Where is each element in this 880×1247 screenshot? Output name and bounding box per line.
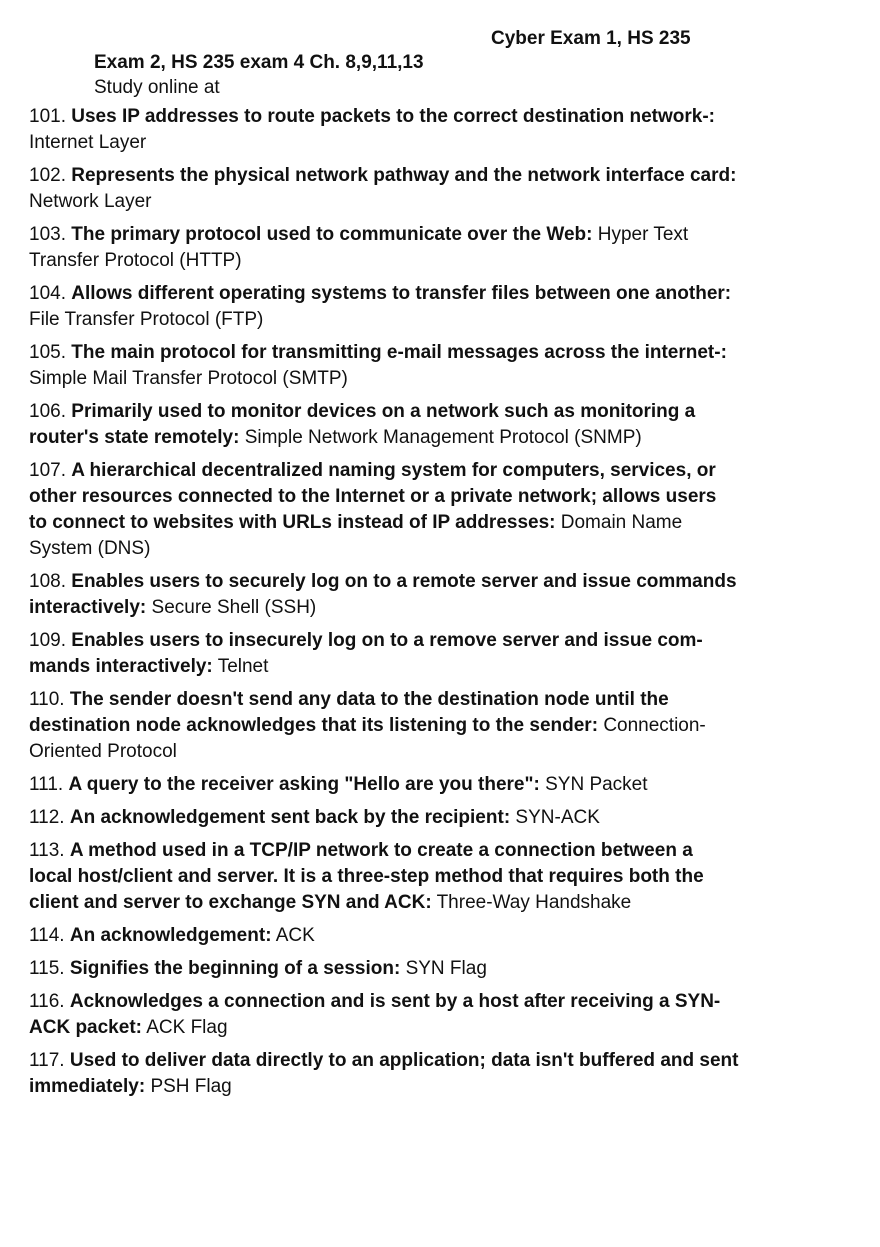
entry-separator: : [233, 427, 240, 448]
entry-separator: : [591, 715, 599, 736]
entry-definition: Internet Layer [29, 132, 147, 153]
flashcard-entry [29, 340, 739, 392]
entry-term: The sender doesn't send any data to the destination node until the destination node acknowledges that its listening to the sender [29, 689, 669, 736]
entry-definition: Simple Network Management Protocol (SNMP) [244, 427, 642, 448]
entry-term: Used to deliver data directly to an application; data isn't buffered and sent immediately [29, 1050, 739, 1097]
entry-term: Enables users to securely log on to a remote server and issue commands interactively [29, 571, 737, 618]
entry-separator: : [586, 224, 593, 245]
entry-definition: File Transfer Protocol (FTP) [29, 309, 264, 330]
flashcard-entry [29, 956, 739, 982]
entry-number: 116. [29, 991, 65, 1012]
flashcard-entry [29, 989, 739, 1041]
flashcard-entry [29, 222, 739, 274]
entry-number: 102. [29, 165, 66, 186]
entry-separator: : [503, 807, 511, 828]
entry-term: Primarily used to monitor devices on a network such as monitoring a router's state remotely [29, 401, 696, 448]
entry-separator: : [720, 342, 727, 363]
flashcard-entry [29, 805, 739, 831]
document-title-right: Cyber Exam 1, HS 235 [491, 28, 691, 49]
entry-definition: ACK [275, 925, 315, 946]
entry-separator: : [533, 774, 540, 795]
entry-term: Uses IP addresses to route packets to the correct destination network- [71, 106, 709, 127]
entry-number: 114. [29, 925, 65, 946]
entry-number: 112. [29, 807, 65, 828]
flashcard-entry [29, 628, 739, 680]
entry-term: Allows different operating systems to transfer files between one another [71, 283, 725, 304]
entry-separator: : [393, 958, 401, 979]
entry-separator: : [265, 925, 272, 946]
entry-definition: Hyper Text Transfer Protocol (HTTP) [29, 224, 689, 271]
entry-separator: : [425, 892, 432, 913]
entry-number: 106. [29, 401, 66, 422]
entry-term: Enables users to insecurely log on to a remove server and issue commands interactively [29, 630, 703, 677]
entry-separator: : [724, 283, 732, 304]
entry-separator: : [206, 656, 213, 677]
entry-definition: SYN Packet [545, 774, 648, 795]
flashcard-entry [29, 569, 739, 621]
entry-number: 113. [29, 840, 65, 861]
entry-term: A method used in a TCP/IP network to create a connection between a local host/client and server. It is a three-step method that requires both the client and server to exchange SYN and ACK [29, 840, 704, 913]
entry-number: 105. [29, 342, 66, 363]
entry-term: The primary protocol used to communicate over the Web [71, 224, 587, 245]
entry-separator: : [708, 106, 715, 127]
entry-definition: ACK Flag [146, 1017, 228, 1038]
entry-definition: Three-Way Handshake [436, 892, 632, 913]
flashcard-list [29, 104, 739, 1107]
entry-definition: Domain Name System (DNS) [29, 512, 683, 559]
entry-definition: Telnet [217, 656, 269, 677]
flashcard-entry [29, 1048, 739, 1100]
entry-separator: : [138, 1076, 146, 1097]
entry-separator: : [549, 512, 556, 533]
document-title: Exam 2, HS 235 exam 4 Ch. 8,9,11,13 [94, 52, 424, 73]
entry-number: 109. [29, 630, 66, 651]
flashcard-entry [29, 687, 739, 765]
flashcard-entry [29, 163, 739, 215]
entry-definition: Connection-Oriented Protocol [29, 715, 706, 762]
entry-term: Acknowledges a connection and is sent by a host after receiving a SYN-ACK packet [29, 991, 721, 1038]
entry-separator: : [730, 165, 737, 186]
entry-definition: SYN Flag [405, 958, 487, 979]
entry-definition: PSH Flag [150, 1076, 232, 1097]
flashcard-entry [29, 281, 739, 333]
entry-separator: : [139, 597, 147, 618]
entry-number: 104. [29, 283, 66, 304]
entry-number: 107. [29, 460, 66, 481]
entry-term: Signifies the beginning of a session [69, 958, 394, 979]
flashcard-entry [29, 923, 739, 949]
entry-definition: SYN-ACK [515, 807, 600, 828]
entry-separator: : [135, 1017, 142, 1038]
entry-number: 101. [29, 106, 66, 127]
entry-term: The main protocol for transmitting e-mail messages across the internet- [71, 342, 721, 363]
flashcard-entry [29, 838, 739, 916]
entry-term: An acknowledgement sent back by the recipient [69, 807, 504, 828]
entry-number: 110. [29, 689, 65, 710]
entry-number: 111. [29, 774, 64, 795]
entry-definition: Network Layer [29, 191, 152, 212]
entry-term: An acknowledgement [69, 925, 266, 946]
entry-number: 103. [29, 224, 66, 245]
flashcard-entry [29, 399, 739, 451]
flashcard-entry [29, 772, 739, 798]
entry-term: Represents the physical network pathway and the network interface card [71, 165, 731, 186]
entry-number: 108. [29, 571, 66, 592]
entry-definition: Secure Shell (SSH) [151, 597, 317, 618]
entry-definition: Simple Mail Transfer Protocol (SMTP) [29, 368, 348, 389]
document-header [94, 50, 424, 100]
entry-number: 117. [29, 1050, 65, 1071]
entry-number: 115. [29, 958, 65, 979]
entry-term: A hierarchical decentralized naming system for computers, services, or other resources connected to the Internet or a private network; allows users to connect to websites with URLs instead of IP addresses [29, 460, 717, 533]
study-online-text: Study online at [94, 77, 220, 98]
flashcard-entry [29, 458, 739, 562]
entry-term: A query to the receiver asking "Hello are you there" [68, 774, 534, 795]
flashcard-entry [29, 104, 739, 156]
